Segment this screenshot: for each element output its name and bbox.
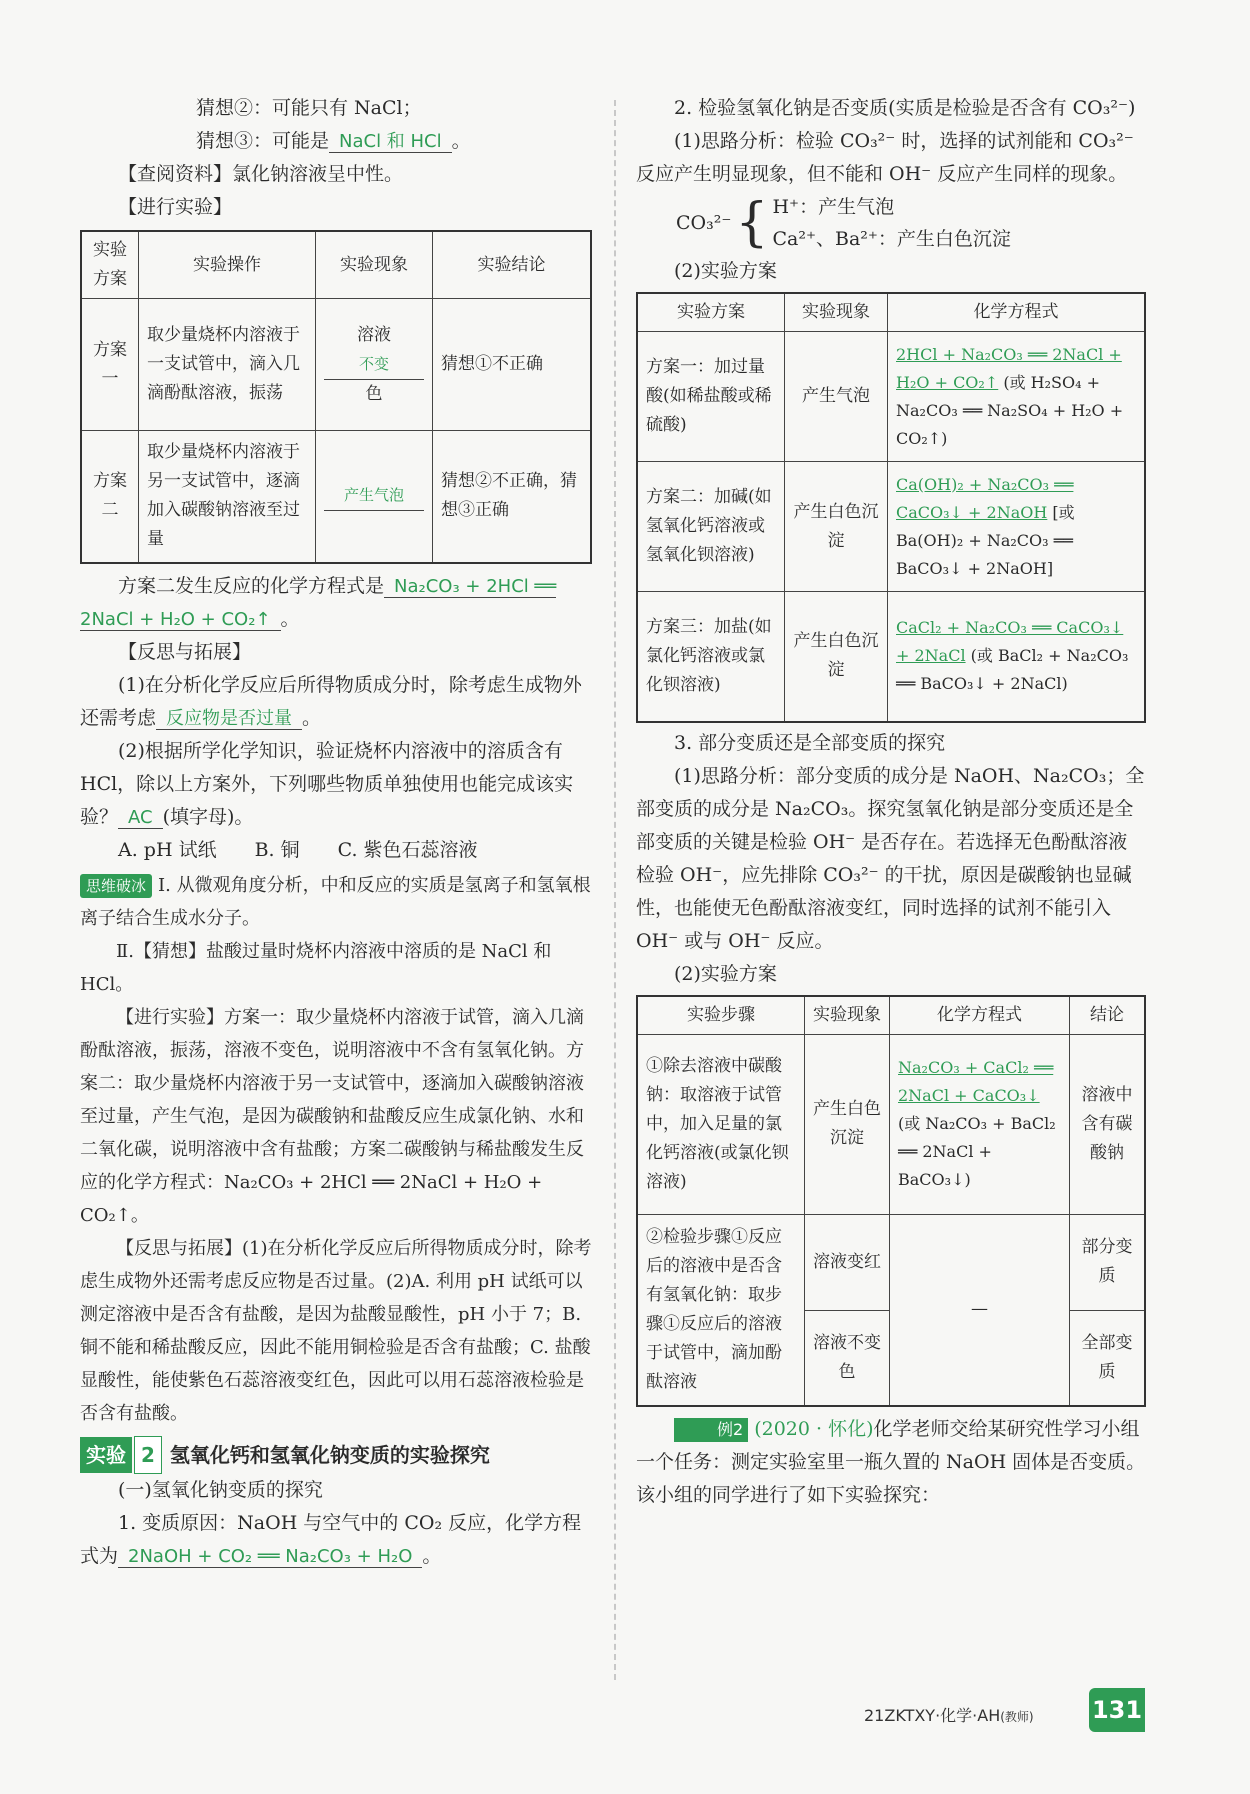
brace-left: CO₃²⁻	[676, 212, 732, 234]
operation-cell: 取少量烧杯内溶液于一支试管中，滴入几滴酚酞溶液，振荡	[139, 299, 316, 431]
step-cell: ①除去溶液中碳酸钠：取溶液于试管中，加入足量的氯化钙溶液(或氯化钡溶液)	[637, 1034, 805, 1214]
brace-icon: {	[735, 193, 769, 253]
table-header: 实验结论	[433, 231, 592, 299]
example-source: (2020 · 怀化)	[754, 1418, 874, 1440]
cause	[80, 1507, 592, 1573]
table-row	[637, 332, 1145, 462]
conclusion-cell: 溶液中含有碳酸钠	[1070, 1034, 1146, 1214]
equation-alt: (或 H₂SO₄ + Na₂CO₃ ══ Na₂SO₄ + H₂O + CO₂↑)	[896, 372, 1124, 448]
reflect-2-suffix: (填字母)。	[162, 805, 254, 828]
table-header: 实验现象	[785, 293, 888, 332]
equation-answer: 2HCl + Na₂CO₃ ══ 2NaCl + H₂O + CO₂↑	[896, 344, 1122, 392]
equation-cell: —	[890, 1214, 1070, 1406]
table-header: 实验方案	[81, 231, 139, 299]
right-column	[636, 92, 1146, 1512]
reflect-2-prefix: (2)根据所学化学知识，验证烧杯内溶液中的溶质含有 HCl，除以上方案外，下列哪些物质单独使用也能完成该实验？	[80, 739, 574, 828]
cause-prefix: 1. 变质原因：NaOH 与空气中的 CO₂ 反应，化学方程式为	[80, 1511, 582, 1567]
table-row	[637, 1034, 1145, 1214]
phenomenon-cell: 产生气泡	[785, 332, 888, 462]
phenomenon-cell	[316, 431, 433, 563]
table-row	[81, 299, 591, 431]
conclusion-cell: 全部变质	[1070, 1310, 1146, 1406]
guess-2: 猜想②：可能只有 NaCl；	[196, 97, 422, 119]
equation-cell	[888, 332, 1146, 462]
guess-3-suffix: 。	[451, 130, 471, 152]
part-3-title: 3. 部分变质还是全部变质的探究	[674, 731, 946, 754]
think-text-1: Ⅰ. 从微观角度分析，中和反应的实质是氢离子和氢氧根离子结合生成水分子。	[80, 874, 591, 929]
equation-answer: Ca(OH)₂ + Na₂CO₃ ══ CaCO₃↓ + 2NaOH	[896, 474, 1074, 522]
equation-question	[80, 570, 592, 636]
guess-3-answer: NaCl 和 HCl	[329, 131, 452, 153]
cause-answer: 2NaOH + CO₂ ══ Na₂CO₃ + H₂O	[118, 1546, 422, 1568]
conclusion-cell: 部分变质	[1070, 1214, 1146, 1310]
phenomenon-cell: 溶液不变色	[805, 1310, 890, 1406]
footer-code	[864, 1703, 1034, 1726]
think-block-1	[80, 869, 592, 935]
plan-cell: 方案一	[81, 299, 139, 431]
experiment-heading: 【进行实验】	[118, 196, 233, 218]
equation-answer: Na₂CO₃ + 2HCl ══ 2NaCl + H₂O + CO₂↑	[80, 575, 557, 630]
part-2-title: 2. 检验氢氧化钠是否变质(实质是检验是否含有 CO₃²⁻)	[674, 97, 1136, 119]
example-text: 化学老师交给某研究性学习小组一个任务：测定实验室里一瓶久置的 NaOH 固体是否变质。该小组的同学进行了如下实验探究：	[636, 1418, 1146, 1506]
reflect-1-suffix: 。	[302, 706, 322, 729]
example-tag: 例2	[674, 1418, 748, 1442]
equation-answer: CaCl₂ + Na₂CO₃ ══ CaCO₃↓ + 2NaCl	[896, 618, 1124, 666]
table-header-row	[637, 996, 1145, 1035]
phenomenon-post: 色	[365, 383, 383, 404]
reflect-1	[80, 669, 592, 735]
equation-prefix: 方案二发生反应的化学方程式是	[118, 574, 385, 597]
reflect-2-answer: AC	[118, 807, 163, 829]
phenomenon-answer: 不变	[324, 350, 424, 380]
think-block-4: 【反思与拓展】(1)在分析化学反应后所得物质成分时，除考虑生成物外还需考虑反应物是否过量。(2)A. 利用 pH 试纸可以测定溶液中是否含有盐酸，是因为盐酸显酸性，pH 小于 7；B. 铜不能和稀盐酸反应，因此不能用铜检验是否含有盐酸；C. 盐酸显酸性，能使紫色石蕊溶液变红色，因此可以用石蕊溶液检验是否含有盐酸。	[80, 1237, 592, 1424]
think-block-2: Ⅱ.【猜想】盐酸过量时烧杯内溶液中溶质的是 NaCl 和 HCl。	[80, 940, 552, 995]
options: A. pH 试纸 B. 铜 C. 紫色石蕊溶液	[118, 838, 478, 861]
table-header: 实验现象	[316, 231, 433, 299]
guess-3	[80, 125, 592, 158]
section-tag: 实验	[80, 1437, 132, 1473]
example-2	[636, 1413, 1146, 1512]
table-header: 实验现象	[805, 996, 890, 1035]
step-cell: ②检验步骤①反应后的溶液中是否含有氢氧化钠：取步骤①反应后的溶液于试管中，滴加酚酞溶液	[637, 1214, 805, 1406]
consult-info: 【查阅资料】氯化钠溶液呈中性。	[118, 163, 404, 185]
reflect-1-prefix: (1)在分析化学反应后所得物质成分时，除考虑生成物外还需考虑	[80, 673, 582, 729]
plan-cell: 方案二：加碱(如氢氧化钙溶液或氢氧化钡溶液)	[637, 462, 785, 592]
table-row	[637, 592, 1145, 722]
phenomenon-cell: 产生白色沉淀	[785, 462, 888, 592]
phenomenon-cell: 产生白色沉淀	[785, 592, 888, 722]
equation-answer: Na₂CO₃ + CaCl₂ ══ 2NaCl + CaCO₃↓	[898, 1058, 1054, 1105]
equation-alt: (或 BaCl₂ + Na₂CO₃ ══ BaCO₃↓ + 2NaCl)	[896, 646, 1129, 694]
table-row	[637, 1214, 1145, 1310]
part-2-plan: (2)实验方案	[674, 260, 777, 282]
guess-3-prefix: 猜想③：可能是	[196, 130, 330, 152]
section-title: 氢氧化钙和氢氧化钠变质的实验探究	[169, 1442, 490, 1467]
table-header: 化学方程式	[890, 996, 1070, 1035]
footer-code-text: 21ZKTXY·化学·AH	[864, 1706, 1001, 1725]
table-row	[81, 431, 591, 563]
experiment-table-1	[80, 230, 592, 564]
phenomenon-pre: 溶液	[357, 324, 391, 345]
equation-cell	[890, 1034, 1070, 1214]
reflect-2	[80, 735, 592, 834]
cause-suffix: 。	[422, 1544, 442, 1567]
table-header: 实验方案	[637, 293, 785, 332]
page-number: 131	[1089, 1688, 1145, 1732]
phenomenon-cell: 溶液变红	[805, 1214, 890, 1310]
subsection-1: (一)氢氧化钠变质的探究	[118, 1478, 323, 1501]
brace-line-2: Ca²⁺、Ba²⁺：产生白色沉淀	[772, 228, 1011, 250]
plan-cell: 方案二	[81, 431, 139, 563]
phenomenon-answer: 产生气泡	[324, 481, 424, 511]
table-header-row	[81, 231, 591, 299]
part-2-analysis: (1)思路分析：检验 CO₃²⁻ 时，选择的试剂能和 CO₃²⁻ 反应产生明显现象，但不能和 OH⁻ 反应产生同样的现象。	[636, 130, 1134, 185]
part-3-plan: (2)实验方案	[674, 962, 777, 985]
table-header: 结论	[1070, 996, 1146, 1035]
section-heading	[80, 1436, 592, 1474]
reflect-1-answer: 反应物是否过量	[156, 708, 302, 730]
footer-teacher: (教师)	[1000, 1710, 1034, 1724]
section-number: 2	[134, 1436, 162, 1474]
table-header-row	[637, 293, 1145, 332]
column-divider	[614, 100, 616, 1680]
think-block-3: 【进行实验】方案一：取少量烧杯内溶液于试管，滴入几滴酚酞溶液，振荡，溶液不变色，说明溶液中不含有氢氧化钠。方案二：取少量烧杯内溶液于另一支试管中，逐滴加入碳酸钠溶液至过量，产生气泡，是因为碳酸钠和盐酸反应生成氯化钠、水和二氧化碳，说明溶液中含有盐酸；方案二碳酸钠与稀盐酸发生反应的化学方程式：Na₂CO₃ + 2HCl ══ 2NaCl + H₂O + CO₂↑。	[80, 1006, 584, 1226]
left-column	[80, 92, 592, 1573]
equation-suffix: 。	[280, 607, 300, 630]
table-header: 实验操作	[139, 231, 316, 299]
reflect-heading: 【反思与拓展】	[118, 640, 252, 663]
equation-alt: (或 Na₂CO₃ + BaCl₂ ══ 2NaCl + BaCO₃↓)	[898, 1114, 1056, 1189]
equation-cell	[888, 592, 1146, 722]
equation-alt: [或 Ba(OH)₂ + Na₂CO₃ ══ BaCO₃↓ + 2NaOH]	[896, 502, 1075, 578]
conclusion-cell: 猜想①不正确	[433, 299, 592, 431]
phenomenon-cell	[316, 299, 433, 431]
table-header: 化学方程式	[888, 293, 1146, 332]
operation-cell: 取少量烧杯内溶液于另一支试管中，逐滴加入碳酸钠溶液至过量	[139, 431, 316, 563]
experiment-table-2	[636, 292, 1146, 723]
plan-cell: 方案三：加盐(如氯化钙溶液或氯化钡溶液)	[637, 592, 785, 722]
phenomenon-cell: 产生白色沉淀	[805, 1034, 890, 1214]
part-3-analysis: (1)思路分析：部分变质的成分是 NaOH、Na₂CO₃；全部变质的成分是 Na₂CO₃。探究氢氧化钠是部分变质还是全部变质的关键是检验 OH⁻ 是否存在。若选择无色酚酞溶液检验 OH⁻，应先排除 CO₃²⁻ 的干扰，原因是碳酸钠也显碱性，也能使无色酚酞溶液变红，同时选择的试剂不能引入 OH⁻ 或与 OH⁻ 反应。	[636, 764, 1145, 952]
table-row	[637, 462, 1145, 592]
conclusion-cell: 猜想②不正确，猜想③正确	[433, 431, 592, 563]
equation-cell	[888, 462, 1146, 592]
think-tag: 思维破冰	[80, 874, 152, 898]
table-header: 实验步骤	[637, 996, 805, 1035]
plan-cell: 方案一：加过量酸(如稀盐酸或稀硫酸)	[637, 332, 785, 462]
brace-lines	[772, 191, 1010, 255]
experiment-table-3	[636, 995, 1146, 1408]
co3-brace	[676, 191, 1146, 255]
brace-line-1: H⁺：产生气泡	[772, 196, 895, 218]
